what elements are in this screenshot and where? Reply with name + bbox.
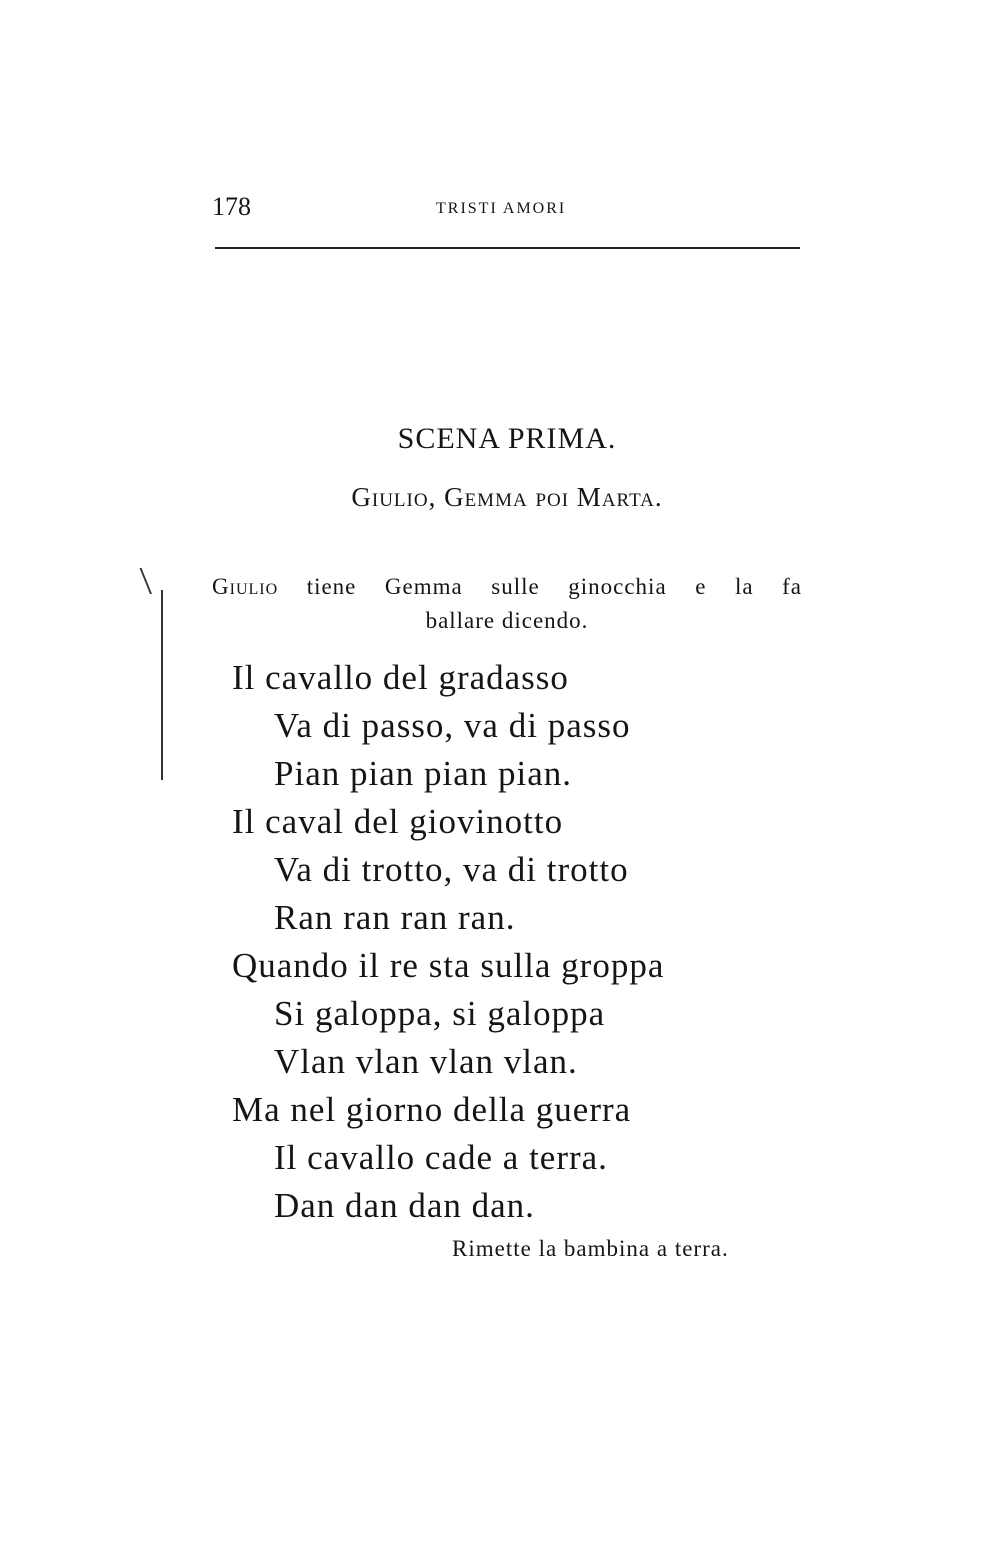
poem-line: Ma nel giorno della guerra	[232, 1090, 632, 1129]
page-number: 178	[212, 192, 251, 221]
closing-stage-direction: Rimette la bambina a terra.	[452, 1236, 729, 1261]
stage-word: e	[695, 574, 707, 599]
margin-line	[161, 590, 163, 780]
character-list: Giulio, Gemma poi Marta.	[351, 482, 663, 512]
speaker-name: Giulio	[212, 574, 279, 599]
poem-line: Va di trotto, va di trotto	[274, 850, 629, 889]
poem-line: Dan dan dan dan.	[274, 1186, 535, 1225]
stage-direction-line-1	[212, 570, 802, 604]
poem-line: Il cavallo del gradasso	[232, 658, 569, 697]
stage-word: fa	[782, 574, 802, 599]
poem-line: Il caval del giovinotto	[232, 802, 564, 841]
stage-word: ginocchia	[568, 574, 667, 599]
stage-word: sulle	[491, 574, 540, 599]
stage-direction-line-2: ballare dicendo.	[425, 608, 589, 633]
poem	[232, 654, 812, 1230]
poem-line: Si galoppa, si galoppa	[274, 994, 606, 1033]
header-rule	[215, 247, 800, 249]
poem-line: Il cavallo cade a terra.	[274, 1138, 608, 1177]
running-title: TRISTI AMORI	[436, 200, 567, 217]
poem-line: Pian pian pian pian.	[274, 754, 573, 793]
poem-line: Va di passo, va di passo	[274, 706, 631, 745]
scene-title: SCENA PRIMA.	[397, 422, 617, 455]
page-header	[212, 192, 800, 228]
poem-line: Quando il re sta sulla groppa	[232, 946, 665, 985]
stage-direction	[212, 570, 802, 638]
poem-line: Ran ran ran ran.	[274, 898, 516, 937]
stage-word: tiene	[306, 574, 357, 599]
stage-word: la	[734, 574, 754, 599]
poem-line: Vlan vlan vlan vlan.	[274, 1042, 578, 1081]
stage-word: Gemma	[384, 574, 463, 599]
